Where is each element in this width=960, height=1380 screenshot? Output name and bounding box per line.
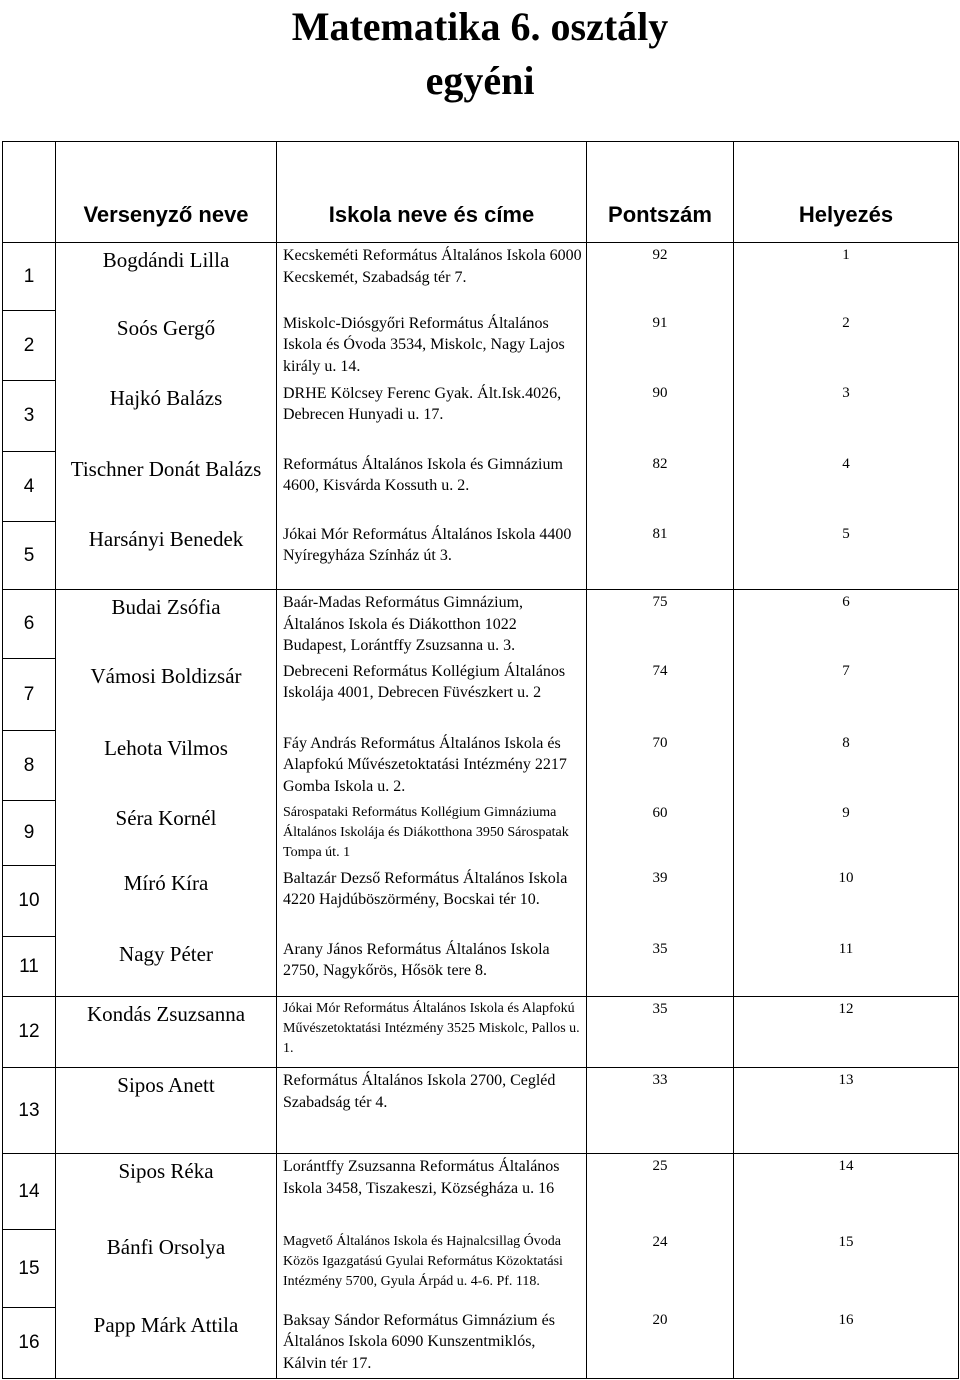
name-cell: Séra Kornél bbox=[56, 801, 277, 866]
name-cell: Tischner Donát Balázs bbox=[56, 452, 277, 522]
rank-cell: 2 bbox=[3, 311, 56, 381]
rank-cell: 8 bbox=[3, 731, 56, 801]
place-cell: 13 bbox=[734, 1068, 959, 1154]
place-cell: 9 bbox=[734, 801, 959, 866]
place-cell: 8 bbox=[734, 731, 959, 801]
table-row bbox=[3, 1308, 959, 1379]
place-cell: 3 bbox=[734, 381, 959, 452]
header-place: Helyezés bbox=[734, 142, 959, 243]
name-cell: Nagy Péter bbox=[56, 937, 277, 997]
school-cell: Arany János Református Általános Iskola 2750, Nagykőrös, Hősök tere 8. bbox=[277, 937, 587, 997]
title-line-1: Matematika 6. osztály bbox=[291, 4, 669, 49]
name-cell: Sipos Réka bbox=[56, 1154, 277, 1230]
name-cell: Vámosi Boldizsár bbox=[56, 659, 277, 731]
rank-cell: 12 bbox=[3, 997, 56, 1068]
name-cell: Lehota Vilmos bbox=[56, 731, 277, 801]
header-name: Versenyző neve bbox=[56, 142, 277, 243]
points-cell: 91 bbox=[587, 311, 734, 381]
points-cell: 25 bbox=[587, 1154, 734, 1230]
points-cell: 60 bbox=[587, 801, 734, 866]
school-cell: Kecskeméti Református Általános Iskola 6000 Kecskemét, Szabadság tér 7. bbox=[277, 243, 587, 311]
page-title bbox=[0, 0, 960, 108]
header-rank bbox=[3, 142, 56, 243]
rank-cell: 13 bbox=[3, 1068, 56, 1154]
table-row bbox=[3, 997, 959, 1068]
place-cell: 7 bbox=[734, 659, 959, 731]
name-cell: Bánfi Orsolya bbox=[56, 1230, 277, 1308]
name-cell: Sipos Anett bbox=[56, 1068, 277, 1154]
header-row bbox=[3, 142, 959, 243]
name-cell: Bogdándi Lilla bbox=[56, 243, 277, 311]
rank-cell: 7 bbox=[3, 659, 56, 731]
points-cell: 70 bbox=[587, 731, 734, 801]
place-cell: 4 bbox=[734, 452, 959, 522]
place-cell: 11 bbox=[734, 937, 959, 997]
school-cell: Református Általános Iskola 2700, Cegléd Szabadság tér 4. bbox=[277, 1068, 587, 1154]
points-cell: 24 bbox=[587, 1230, 734, 1308]
points-cell: 92 bbox=[587, 243, 734, 311]
table-row bbox=[3, 590, 959, 659]
place-cell: 2 bbox=[734, 311, 959, 381]
school-cell: Református Általános Iskola és Gimnázium 4600, Kisvárda Kossuth u. 2. bbox=[277, 452, 587, 522]
table-row bbox=[3, 452, 959, 522]
name-cell: Soós Gergő bbox=[56, 311, 277, 381]
points-cell: 90 bbox=[587, 381, 734, 452]
points-cell: 20 bbox=[587, 1308, 734, 1379]
school-cell: Lorántffy Zsuzsanna Református Általános Iskola 3458, Tiszakeszi, Községháza u. 16 bbox=[277, 1154, 587, 1230]
header-school: Iskola neve és címe bbox=[277, 142, 587, 243]
table-row bbox=[3, 1154, 959, 1230]
rank-cell: 5 bbox=[3, 522, 56, 590]
rank-cell: 11 bbox=[3, 937, 56, 997]
points-cell: 81 bbox=[587, 522, 734, 590]
name-cell: Míró Kíra bbox=[56, 866, 277, 937]
school-cell: Jókai Mór Református Általános Iskola 4400 Nyíregyháza Színház út 3. bbox=[277, 522, 587, 590]
rank-cell: 10 bbox=[3, 866, 56, 937]
rank-cell: 16 bbox=[3, 1308, 56, 1379]
school-cell: Sárospataki Református Kollégium Gimnáziuma Általános Iskolája és Diákotthona 3950 Sárospatak Tompa út. 1 bbox=[277, 801, 587, 866]
school-cell: DRHE Kölcsey Ferenc Gyak. Ált.Isk.4026, Debrecen Hunyadi u. 17. bbox=[277, 381, 587, 452]
rank-cell: 6 bbox=[3, 590, 56, 659]
school-cell: Debreceni Református Kollégium Általános Iskolája 4001, Debrecen Füvészkert u. 2 bbox=[277, 659, 587, 731]
name-cell: Kondás Zsuzsanna bbox=[56, 997, 277, 1068]
rank-cell: 15 bbox=[3, 1230, 56, 1308]
place-cell: 12 bbox=[734, 997, 959, 1068]
results-table bbox=[2, 141, 959, 1379]
header-points: Pontszám bbox=[587, 142, 734, 243]
table-row bbox=[3, 866, 959, 937]
place-cell: 1 bbox=[734, 243, 959, 311]
school-cell: Magvető Általános Iskola és Hajnalcsillag Óvoda Közös Igazgatású Gyulai Református Közoktatási Intézmény 5700, Gyula Árpád u. 4-6. Pf. 118. bbox=[277, 1230, 587, 1308]
rank-cell: 14 bbox=[3, 1154, 56, 1230]
name-cell: Hajkó Balázs bbox=[56, 381, 277, 452]
points-cell: 75 bbox=[587, 590, 734, 659]
points-cell: 82 bbox=[587, 452, 734, 522]
place-cell: 6 bbox=[734, 590, 959, 659]
table-row bbox=[3, 731, 959, 801]
place-cell: 10 bbox=[734, 866, 959, 937]
name-cell: Harsányi Benedek bbox=[56, 522, 277, 590]
points-cell: 39 bbox=[587, 866, 734, 937]
table-row bbox=[3, 1230, 959, 1308]
rank-cell: 1 bbox=[3, 243, 56, 311]
place-cell: 14 bbox=[734, 1154, 959, 1230]
name-cell: Budai Zsófia bbox=[56, 590, 277, 659]
school-cell: Baltazár Dezső Református Általános Iskola 4220 Hajdúböszörmény, Bocskai tér 10. bbox=[277, 866, 587, 937]
place-cell: 16 bbox=[734, 1308, 959, 1379]
table-row bbox=[3, 522, 959, 590]
place-cell: 15 bbox=[734, 1230, 959, 1308]
title-line-2: egyéni bbox=[425, 58, 535, 103]
points-cell: 35 bbox=[587, 937, 734, 997]
table-row bbox=[3, 381, 959, 452]
school-cell: Jókai Mór Református Általános Iskola és Alapfokú Művészetoktatási Intézmény 3525 Miskolc, Pallos u. 1. bbox=[277, 997, 587, 1068]
rank-cell: 3 bbox=[3, 381, 56, 452]
name-cell: Papp Márk Attila bbox=[56, 1308, 277, 1379]
table-row bbox=[3, 311, 959, 381]
school-cell: Fáy András Református Általános Iskola és Alapfokú Művészetoktatási Intézmény 2217 Gomba Iskola u. 2. bbox=[277, 731, 587, 801]
rank-cell: 9 bbox=[3, 801, 56, 866]
school-cell: Miskolc-Diósgyőri Református Általános Iskola és Óvoda 3534, Miskolc, Nagy Lajos király u. 14. bbox=[277, 311, 587, 381]
points-cell: 35 bbox=[587, 997, 734, 1068]
table-row bbox=[3, 801, 959, 866]
rank-cell: 4 bbox=[3, 452, 56, 522]
table-row bbox=[3, 1068, 959, 1154]
school-cell: Baksay Sándor Református Gimnázium és Általános Iskola 6090 Kunszentmiklós, Kálvin tér 17. bbox=[277, 1308, 587, 1379]
points-cell: 74 bbox=[587, 659, 734, 731]
table-row bbox=[3, 659, 959, 731]
table-row bbox=[3, 937, 959, 997]
points-cell: 33 bbox=[587, 1068, 734, 1154]
place-cell: 5 bbox=[734, 522, 959, 590]
school-cell: Baár-Madas Református Gimnázium, Általános Iskola és Diákotthon 1022 Budapest, Lorántffy Zsuzsanna u. 3. bbox=[277, 590, 587, 659]
table-row bbox=[3, 243, 959, 311]
